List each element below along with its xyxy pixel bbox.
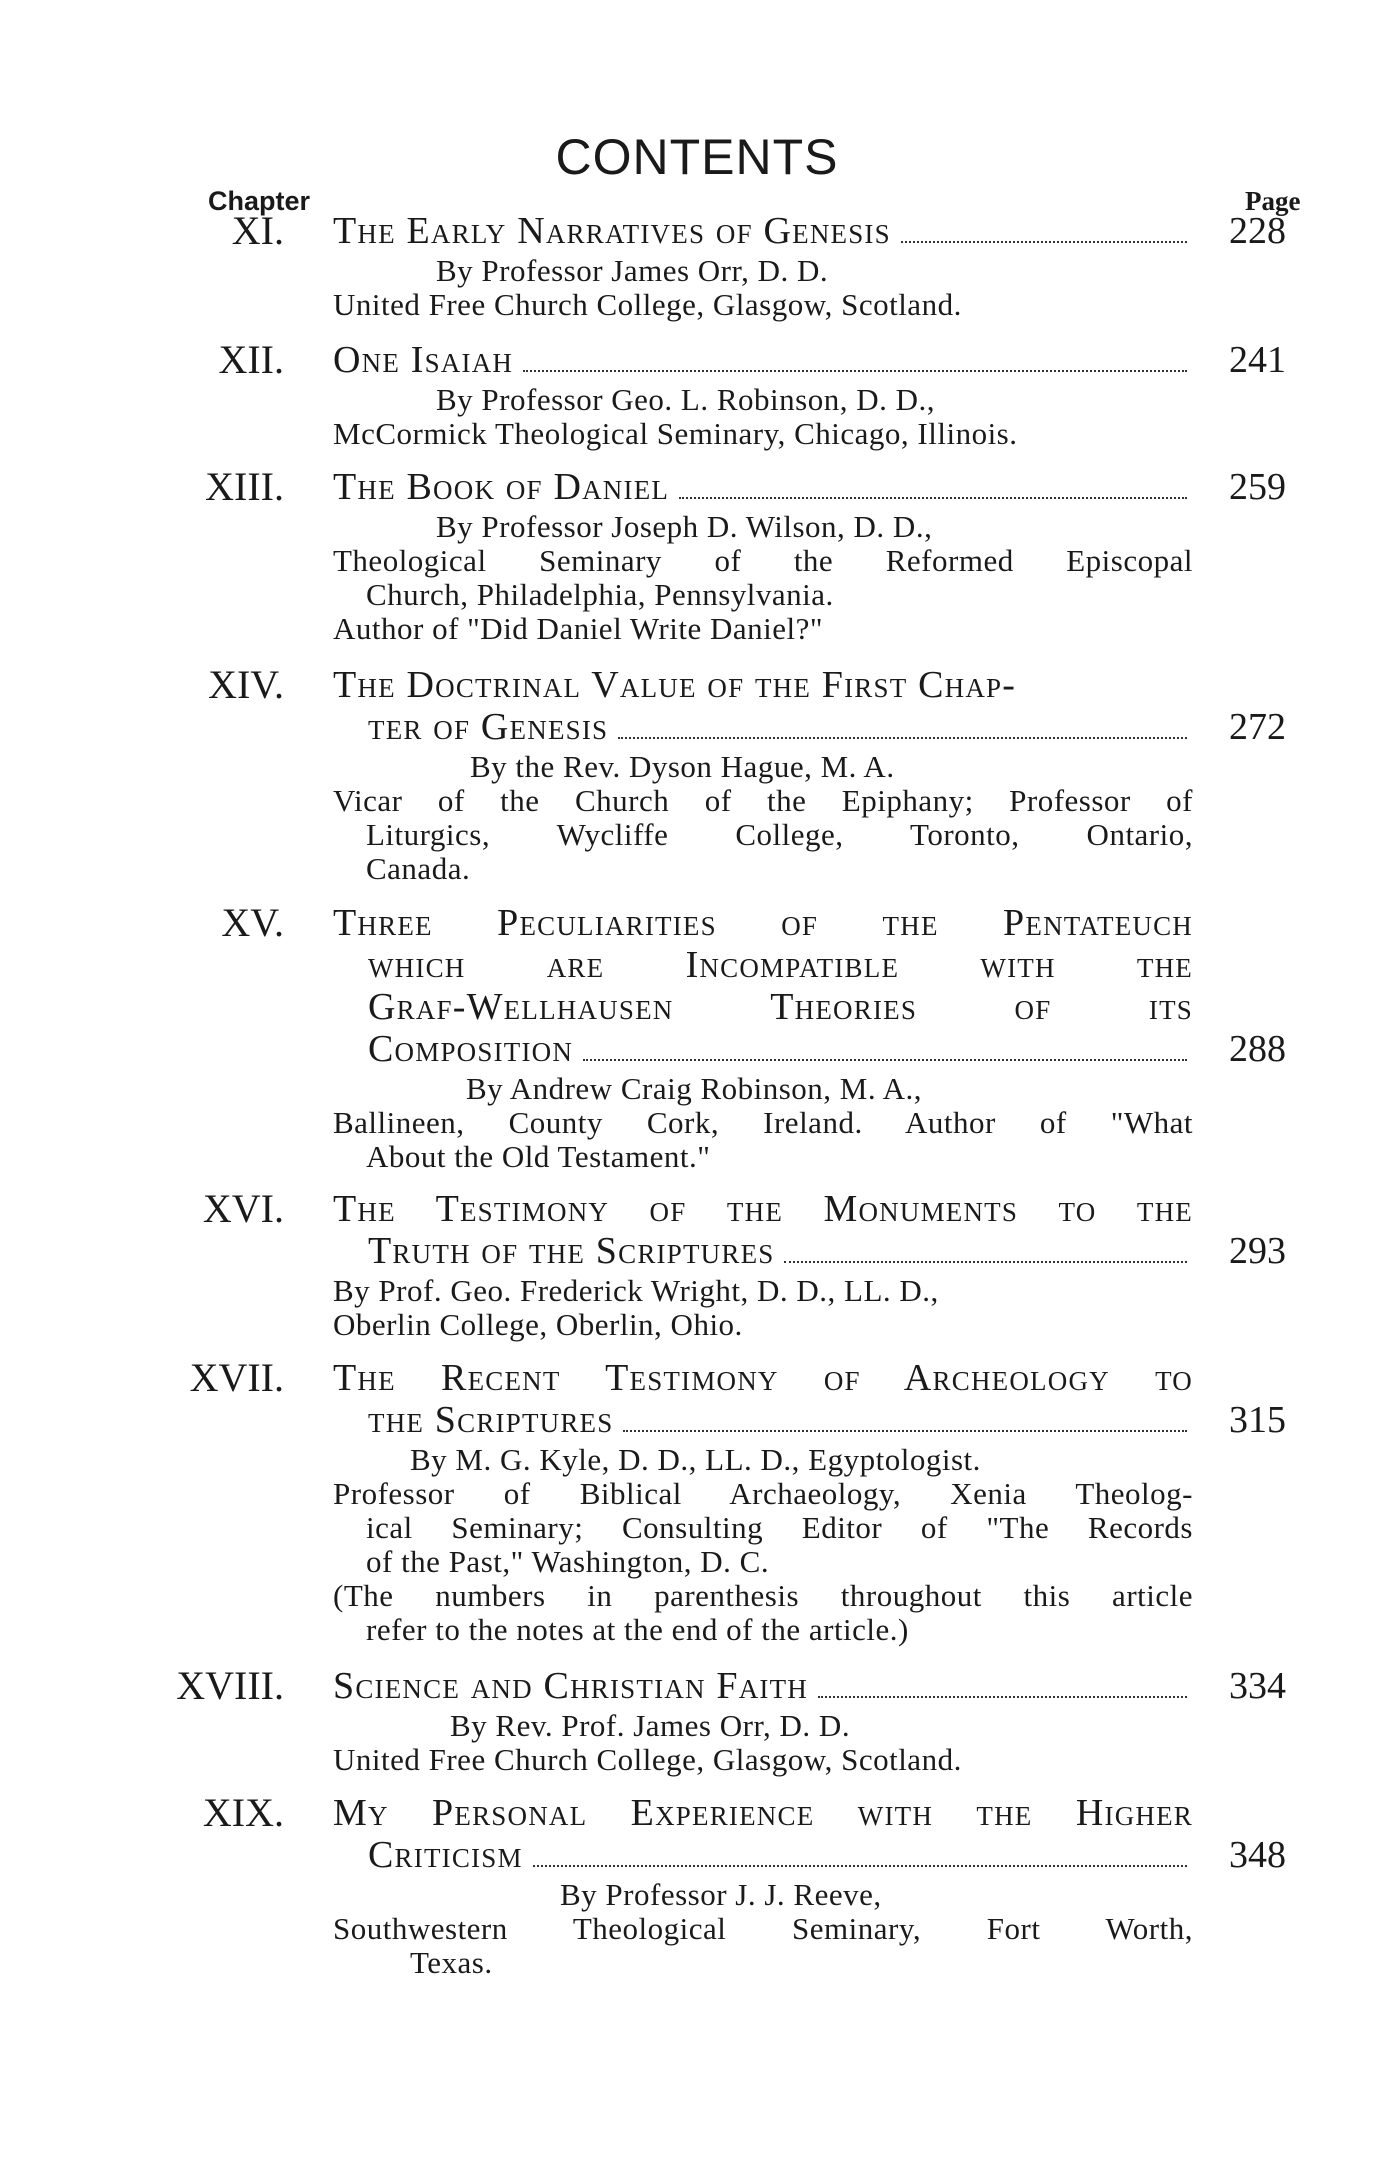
note-line-cont: refer to the notes at the end of the article.): [366, 1612, 909, 1647]
chapter-title-line-2[interactable]: which are Incompatible with the: [368, 944, 1193, 986]
note-line: Author of "Did Daniel Write Daniel?": [333, 611, 823, 646]
chapter-title-line-2[interactable]: the Scriptures: [368, 1399, 1193, 1442]
chapter-numeral: XVI.: [202, 1186, 284, 1231]
chapter-title[interactable]: One Isaiah: [333, 339, 1193, 382]
institution-line: Theological Seminary of the Reformed Episcopal: [333, 543, 1193, 578]
institution-line: United Free Church College, Glasgow, Scotland.: [333, 1742, 962, 1777]
page-title: CONTENTS: [555, 129, 839, 185]
chapter-title-line-3[interactable]: Graf-Wellhausen Theories of its: [368, 986, 1193, 1028]
author-line: By Andrew Craig Robinson, M. A.,: [466, 1071, 923, 1106]
page-column-label: Page: [1245, 186, 1301, 216]
dot-leader: [784, 1260, 1187, 1263]
dot-leader: [901, 240, 1187, 243]
chapter-title[interactable]: Science and Christian Faith: [333, 1665, 1193, 1708]
dot-leader: [679, 496, 1187, 499]
dot-leader: [623, 1429, 1187, 1432]
chapter-numeral: XVIII.: [176, 1663, 284, 1708]
chapter-column-label: Chapter: [208, 186, 311, 216]
chapter-numeral: XV.: [221, 900, 284, 945]
chapter-title-line-2[interactable]: Truth of the Scriptures: [368, 1230, 1193, 1273]
dot-leader: [618, 736, 1187, 739]
note-line: (The numbers in parenthesis throughout this article: [333, 1578, 1193, 1613]
institution-line: United Free Church College, Glasgow, Scotland.: [333, 287, 962, 322]
author-line: By Professor Joseph D. Wilson, D. D.,: [436, 509, 933, 544]
institution-line: Oberlin College, Oberlin, Ohio.: [333, 1307, 743, 1342]
chapter-numeral: XIV.: [208, 662, 284, 707]
chapter-title-line-1[interactable]: The Testimony of the Monuments to the: [333, 1188, 1193, 1230]
institution-line: Southwestern Theological Seminary, Fort Worth,: [333, 1911, 1193, 1946]
institution-line: Professor of Biblical Archaeology, Xenia Theolog-: [333, 1476, 1193, 1511]
page-number: 293: [1229, 1230, 1286, 1272]
author-line: By Professor Geo. L. Robinson, D. D.,: [436, 382, 935, 417]
page-number: 334: [1229, 1665, 1286, 1707]
institution-line: Vicar of the Church of the Epiphany; Professor of: [333, 783, 1193, 818]
institution-line-cont: Canada.: [366, 851, 471, 886]
page-number: 272: [1229, 706, 1286, 748]
page-number: 348: [1229, 1834, 1286, 1876]
chapter-numeral: XI.: [231, 208, 284, 253]
chapter-title-line-4[interactable]: Composition: [368, 1028, 1193, 1071]
chapter-title-line-1[interactable]: My Personal Experience with the Higher: [333, 1792, 1193, 1834]
author-line: By Professor J. J. Reeve,: [560, 1877, 882, 1912]
author-line: By M. G. Kyle, D. D., LL. D., Egyptologist.: [410, 1442, 981, 1477]
dot-leader: [818, 1695, 1187, 1698]
page-number: 315: [1229, 1399, 1286, 1441]
institution-line-cont: Church, Philadelphia, Pennsylvania.: [366, 577, 834, 612]
institution-line: Ballineen, County Cork, Ireland. Author of "What: [333, 1105, 1193, 1140]
chapter-title[interactable]: The Book of Daniel: [333, 466, 1193, 509]
author-line: By Professor James Orr, D. D.: [436, 253, 829, 288]
author-line: By Rev. Prof. James Orr, D. D.: [450, 1708, 851, 1743]
chapter-title-line-1[interactable]: The Doctrinal Value of the First Chap-: [333, 664, 1017, 706]
note-line: About the Old Testament.": [366, 1139, 711, 1174]
dot-leader: [583, 1058, 1187, 1061]
chapter-numeral: XIII.: [205, 464, 284, 509]
chapter-title-line-1[interactable]: Three Peculiarities of the Pentateuch: [333, 902, 1193, 944]
institution-line-cont: of the Past," Washington, D. C.: [366, 1544, 770, 1579]
chapter-title[interactable]: The Early Narratives of Genesis: [333, 210, 1193, 253]
chapter-numeral: XII.: [218, 337, 284, 382]
page-number: 259: [1229, 466, 1286, 508]
chapter-title-line-2[interactable]: ter of Genesis: [368, 706, 1193, 749]
chapter-numeral: XIX.: [202, 1790, 284, 1835]
institution-line-cont: ical Seminary; Consulting Editor of "The Records: [366, 1510, 1193, 1545]
page-number: 241: [1229, 339, 1286, 381]
institution-line: McCormick Theological Seminary, Chicago, Illinois.: [333, 416, 1018, 451]
author-line: By Prof. Geo. Frederick Wright, D. D., LL. D.,: [333, 1273, 939, 1308]
dot-leader: [523, 369, 1187, 372]
institution-line-cont: Texas.: [410, 1945, 493, 1980]
page-number: 228: [1229, 210, 1286, 252]
chapter-numeral: XVII.: [189, 1355, 284, 1400]
chapter-title-line-1[interactable]: The Recent Testimony of Archeology to: [333, 1357, 1193, 1399]
page-number: 288: [1229, 1028, 1286, 1070]
dot-leader: [533, 1864, 1187, 1867]
institution-line-cont: Liturgics, Wycliffe College, Toronto, Ontario,: [366, 817, 1193, 852]
chapter-title-line-2[interactable]: Criticism: [368, 1834, 1193, 1877]
author-line: By the Rev. Dyson Hague, M. A.: [470, 749, 895, 784]
